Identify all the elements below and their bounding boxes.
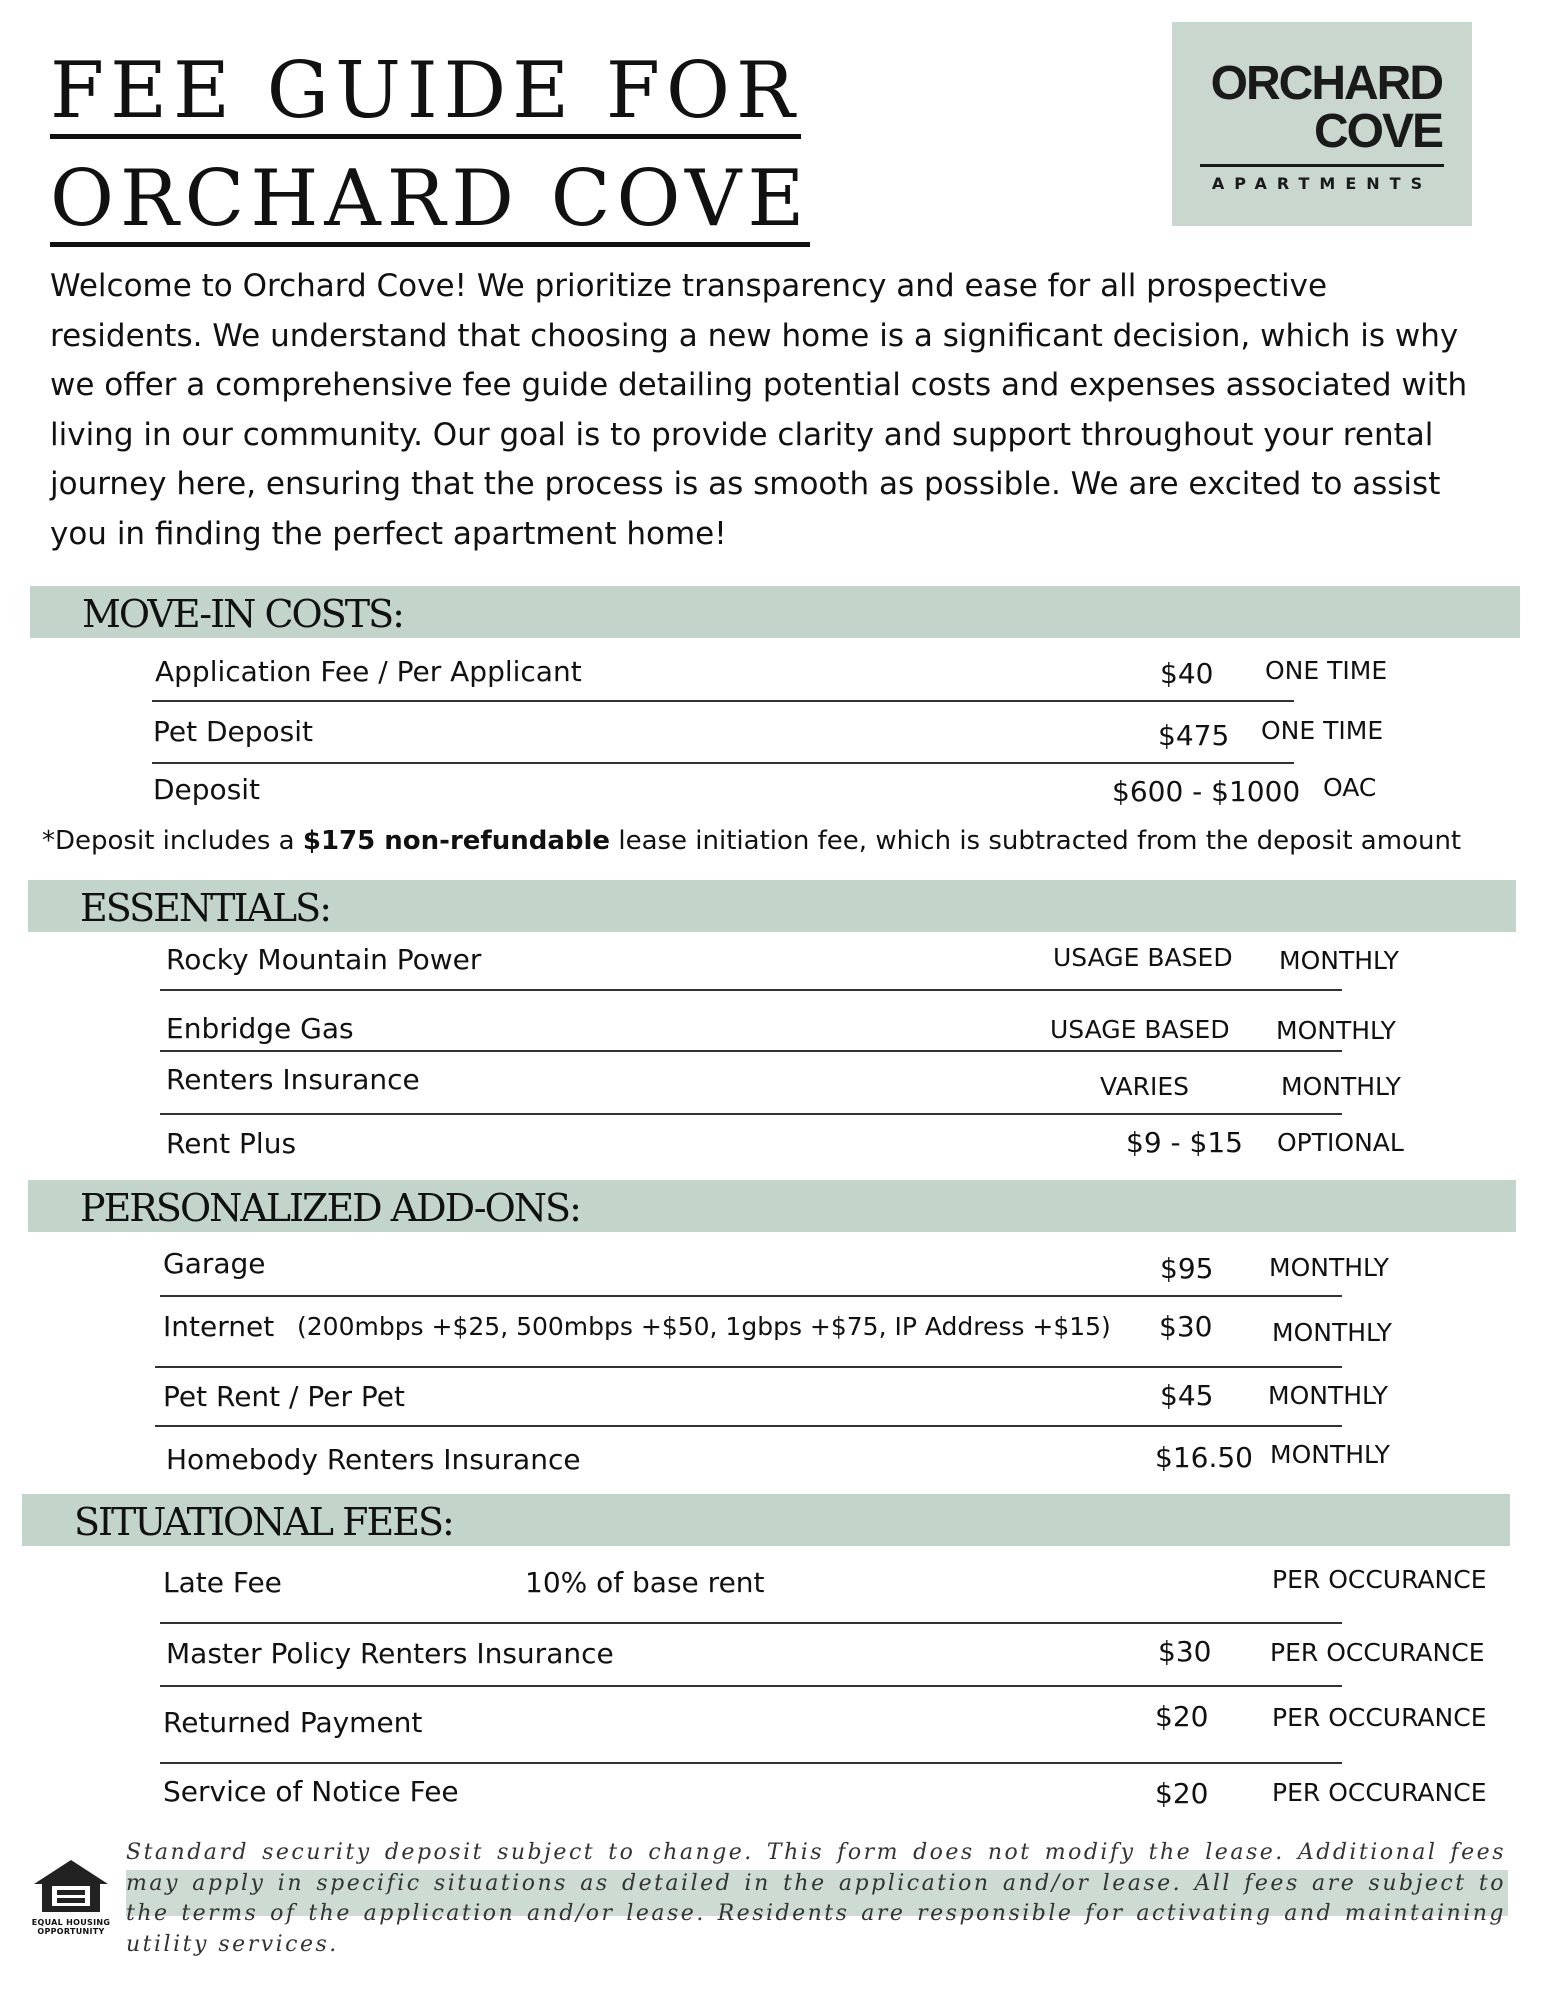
fee-name: Garage — [163, 1247, 266, 1280]
row-divider — [155, 1366, 1342, 1368]
fee-name: Late Fee — [163, 1566, 282, 1599]
logo-line-2: COVE — [1313, 105, 1442, 158]
logo-line-1: ORCHARD — [1210, 57, 1442, 110]
row-divider — [155, 1425, 1342, 1427]
fee-name: Pet Deposit — [153, 715, 314, 748]
fee-frequency: PER OCCURANCE — [1272, 1703, 1487, 1732]
deposit-note-suffix: lease initiation fee, which is subtracted from the deposit amount — [610, 826, 1462, 856]
fee-frequency: MONTHLY — [1268, 1381, 1388, 1410]
fee-frequency: MONTHLY — [1281, 1072, 1401, 1101]
fee-frequency: MONTHLY — [1270, 1440, 1390, 1469]
fee-amount: $16.50 — [1155, 1441, 1253, 1474]
fee-frequency: MONTHLY — [1276, 1016, 1396, 1045]
fee-frequency: OAC — [1323, 773, 1377, 802]
fee-detail: (200mbps +$25, 500mbps +$50, 1gbps +$75, IP Address +$15) — [297, 1312, 1111, 1341]
fee-amount: $45 — [1160, 1379, 1214, 1412]
row-divider — [160, 1295, 1342, 1297]
row-divider — [160, 1050, 1342, 1052]
fee-frequency: PER OCCURANCE — [1272, 1778, 1487, 1807]
section-heading-addons: PERSONALIZED ADD-ONS: — [80, 1186, 580, 1230]
fee-frequency: PER OCCURANCE — [1270, 1638, 1485, 1667]
fee-name: Internet — [163, 1310, 275, 1343]
section-heading-move-in: MOVE-IN COSTS: — [82, 592, 403, 636]
section-band-move-in — [30, 586, 1520, 638]
fee-amount: $475 — [1158, 719, 1230, 752]
row-divider — [160, 1762, 1342, 1764]
equal-housing-opportunity-logo — [30, 1858, 112, 1936]
intro-paragraph: Welcome to Orchard Cove! We prioritize transparency and ease for all prospective residents. We understand that choosing a new home is a significant decision, which is why we offer a comprehensive fee guide detailing potential costs and expenses associated with living in our community. Our goal is to provide clarity and support throughout your rental journey here, ensuring that the process is as smooth as possible. We are excited to assist you in finding the perfect apartment home! — [50, 268, 1468, 552]
section-band-situational — [22, 1494, 1510, 1546]
fee-frequency: OPTIONAL — [1277, 1128, 1404, 1157]
fee-name: Enbridge Gas — [166, 1012, 354, 1045]
fee-frequency: MONTHLY — [1272, 1318, 1392, 1347]
page-title-line-1: FEE GUIDE FOR — [50, 52, 801, 139]
row-divider — [152, 700, 1294, 702]
fee-amount: USAGE BASED — [1050, 1015, 1230, 1044]
disclaimer-text: Standard security deposit subject to change. This form does not modify the lease. Additional fees may apply in specific situations as detailed in the application and/or lease. All fees are subject to the terms of the application and/or lease. Residents are responsible for activating and maintaining utility services. — [126, 1840, 1506, 1957]
row-divider — [152, 762, 1294, 764]
section-heading-essentials: ESSENTIALS: — [80, 886, 330, 930]
fee-name: Deposit — [153, 773, 261, 806]
fee-frequency: PER OCCURANCE — [1272, 1565, 1487, 1594]
fee-amount: $20 — [1155, 1700, 1209, 1733]
logo-line-3: APARTMENTS — [1211, 174, 1433, 193]
section-band-addons — [28, 1180, 1516, 1232]
fee-name: Application Fee / Per Applicant — [155, 655, 582, 688]
fee-name: Returned Payment — [163, 1706, 423, 1739]
fee-name: Service of Notice Fee — [163, 1775, 459, 1808]
fee-frequency: ONE TIME — [1265, 656, 1388, 685]
logo-divider — [1200, 164, 1444, 167]
fee-amount: VARIES — [1100, 1072, 1190, 1101]
fee-name: Homebody Renters Insurance — [166, 1443, 581, 1476]
fee-detail: 10% of base rent — [525, 1566, 765, 1599]
deposit-note-prefix: *Deposit includes a — [42, 826, 303, 856]
orchard-cove-logo — [1172, 22, 1472, 226]
equal-housing-house-icon — [30, 1858, 112, 1914]
deposit-note-bold: $175 non-refundable — [302, 826, 611, 856]
row-divider — [160, 1113, 1342, 1115]
fee-amount: $9 - $15 — [1126, 1126, 1243, 1159]
row-divider — [160, 1685, 1342, 1687]
eho-line-2: OPPORTUNITY — [37, 1927, 105, 1936]
page-title-line-2: ORCHARD COVE — [50, 160, 810, 247]
section-heading-situational: SITUATIONAL FEES: — [74, 1500, 453, 1544]
fee-amount: $95 — [1160, 1252, 1214, 1285]
fee-amount: $20 — [1155, 1777, 1209, 1810]
fee-amount: $600 - $1000 — [1112, 775, 1301, 808]
section-band-essentials — [28, 880, 1516, 932]
fee-name: Renters Insurance — [166, 1063, 420, 1096]
fee-frequency: ONE TIME — [1261, 716, 1384, 745]
row-divider — [160, 1622, 1342, 1624]
fee-frequency: MONTHLY — [1269, 1253, 1389, 1282]
fee-amount: USAGE BASED — [1053, 943, 1233, 972]
fee-name: Rent Plus — [166, 1127, 297, 1160]
eho-line-1: EQUAL HOUSING — [31, 1918, 111, 1927]
fee-amount: $40 — [1160, 657, 1214, 690]
fee-amount: $30 — [1159, 1310, 1213, 1343]
fee-name: Master Policy Renters Insurance — [166, 1637, 614, 1670]
fee-amount: $30 — [1158, 1635, 1212, 1668]
deposit-note — [42, 826, 1461, 856]
fee-frequency: MONTHLY — [1279, 946, 1399, 975]
row-divider — [160, 989, 1342, 991]
fee-name: Rocky Mountain Power — [166, 943, 482, 976]
fee-name: Pet Rent / Per Pet — [163, 1380, 405, 1413]
